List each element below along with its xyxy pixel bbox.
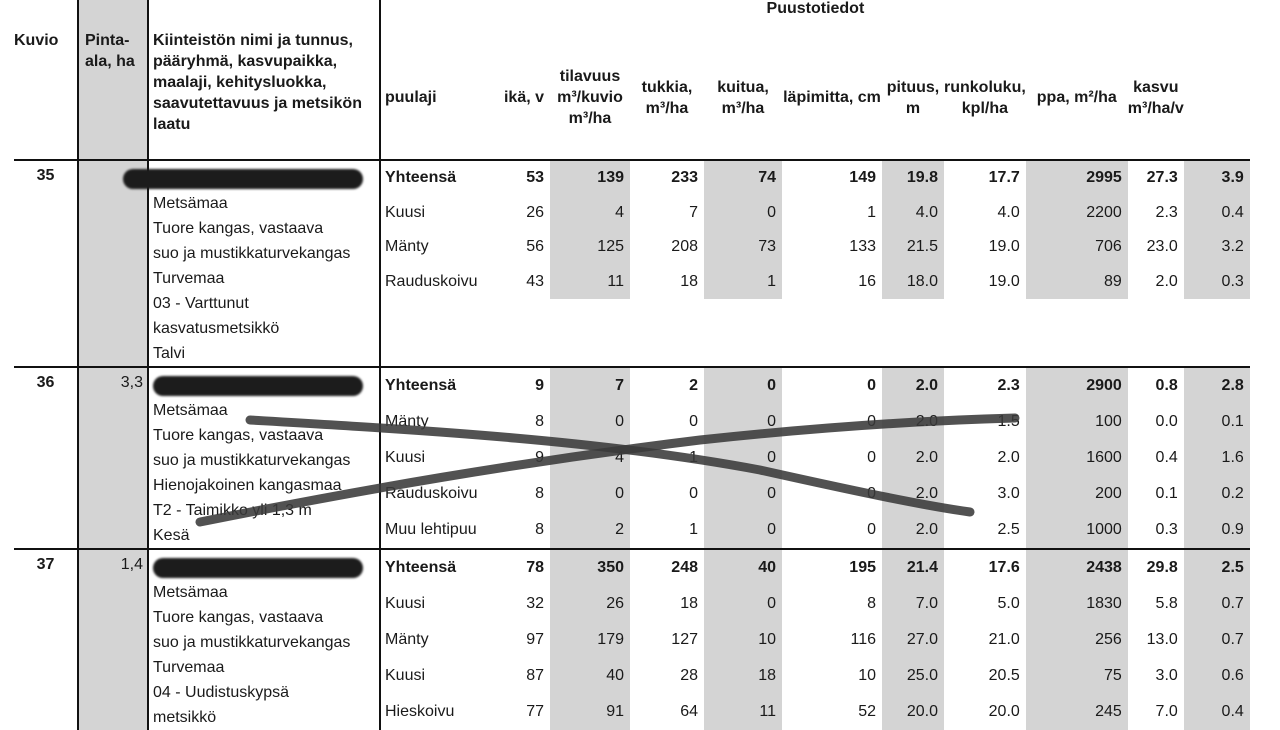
species-name: Yhteensä bbox=[385, 559, 457, 577]
header-kasvu: kasvu m³/ha/v bbox=[1127, 78, 1184, 117]
forest-data-table bbox=[14, 0, 1250, 730]
table-row: Mänty 97 179 127 10 116 27.0 21.0 256 13.0 0.7 bbox=[14, 622, 1250, 658]
table-row: Rauduskoivu 8 0 0 0 0 2.0 3.0 200 0.1 0.2 bbox=[14, 476, 1250, 512]
kuvio-description: Metsämaa Tuore kangas, vastaava suo ja mustikkaturvekangas Hienojakoinen kangasmaa T2 - Taimikko yli 1,3 m Kesä bbox=[148, 367, 380, 549]
pinta-ala-value: 1,4 bbox=[78, 549, 148, 730]
header-puulaji: puulaji bbox=[385, 89, 437, 106]
pinta-ala-value: 3,3 bbox=[78, 367, 148, 549]
kuvio-number: 36 bbox=[14, 367, 78, 549]
kuvio-group: 35 Metsämaa Tuore kangas, vastaava suo ja mustikkaturvekangas Turvemaa 03 - Varttunut kasvatusmetsikkö Talvi Yhteensä 53 139 233 74 149 19.8 17.7 2995 27.3 3.9 Kuusi 26 4 7 0 1 4.0 4.0 2200 2.3 0.4 Mänty 56 125 208 73 133 21.5 19.0 706 23.0 3.2 Rauduskoivu 43 11 18 1 16 18.0 19.0 89 2.0 0.3 bbox=[14, 160, 1250, 367]
header-group-title: Puustotiedot bbox=[766, 0, 865, 17]
kuvio-group: 37 1,4 Metsämaa Tuore kangas, vastaava suo ja mustikkaturvekangas Turvemaa 04 - Uudistuskypsä metsikkö Yhteensä 78 350 248 40 195 21.4 17.6 2438 29.8 2.5 Kuusi 32 26 18 0 8 7.0 5.0 1830 5.8 0.7 Mänty 97 179 127 10 116 27.0 21.0 256 13.0 0.7 Kuusi 87 40 28 18 10 25.0 20.5 75 3.0 0.6 Hieskoivu 77 91 64 11 52 20.0 20.0 245 7.0 0.4 bbox=[14, 549, 1250, 730]
table-row: Rauduskoivu 43 11 18 1 16 18.0 19.0 89 2.0 0.3 bbox=[14, 265, 1250, 300]
header-runkoluku: runkoluku, kpl/ha bbox=[944, 78, 1026, 117]
header-description: Kiinteistön nimi ja tunnus, pääryhmä, kasvupaikka, maalaji, kehitysluokka, saavutettavuus ja metsikön laatu bbox=[148, 0, 380, 160]
table-row: Kuusi 9 4 1 0 0 2.0 2.0 1600 0.4 1.6 bbox=[14, 440, 1250, 476]
kuvio-group: 36 3,3 Metsämaa Tuore kangas, vastaava suo ja mustikkaturvekangas Hienojakoinen kangasmaa T2 - Taimikko yli 1,3 m Kesä Yhteensä 9 7 2 0 0 2.0 2.3 2900 0.8 2.8 Mänty 8 0 0 0 0 2.0 1.5 100 0.0 0.1 Kuusi 9 4 1 0 0 2.0 2.0 1600 0.4 1.6 Rauduskoivu 8 0 0 0 0 2.0 3.0 200 0.1 0.2 Muu lehtipuu 8 2 1 0 0 2.0 2.5 1000 0.3 0.9 bbox=[14, 367, 1250, 549]
kuvio-description: Metsämaa Tuore kangas, vastaava suo ja mustikkaturvekangas Turvemaa 03 - Varttunut kasvatusmetsikkö Talvi bbox=[148, 160, 380, 367]
header-lapimitta: läpimitta, cm bbox=[783, 89, 881, 106]
header-ppa: ppa, m²/ha bbox=[1036, 89, 1117, 106]
table-row: Kuusi 32 26 18 0 8 7.0 5.0 1830 5.8 0.7 bbox=[14, 586, 1250, 622]
kuvio-number: 35 bbox=[14, 160, 78, 367]
header-pituus: pituus, m bbox=[886, 78, 940, 117]
header-kuitua: kuitua, m³/ha bbox=[717, 78, 769, 117]
species-name: Yhteensä bbox=[385, 169, 457, 187]
header-kuvio: Kuvio bbox=[14, 0, 78, 160]
kuvio-description: Metsämaa Tuore kangas, vastaava suo ja mustikkaturvekangas Turvemaa 04 - Uudistuskypsä metsikkö bbox=[148, 549, 380, 730]
redacted-property-name bbox=[153, 558, 363, 578]
kuvio-number: 37 bbox=[14, 549, 78, 730]
header-tukkia: tukkia, m³/ha bbox=[641, 78, 693, 117]
table-row: Kuusi 26 4 7 0 1 4.0 4.0 2200 2.3 0.4 bbox=[14, 196, 1250, 231]
redacted-property-name bbox=[153, 376, 363, 396]
pinta-ala-value bbox=[78, 160, 148, 367]
table-row: Mänty 56 125 208 73 133 21.5 19.0 706 23.0 3.2 bbox=[14, 230, 1250, 265]
table-row: Hieskoivu 77 91 64 11 52 20.0 20.0 245 7.0 0.4 bbox=[14, 694, 1250, 730]
redacted-property-name bbox=[123, 169, 363, 189]
table-row: Kuusi 87 40 28 18 10 25.0 20.5 75 3.0 0.6 bbox=[14, 658, 1250, 694]
header-ika: ikä, v bbox=[503, 89, 545, 106]
header-pinta-ala: Pinta-ala, ha bbox=[78, 0, 148, 160]
species-name: Yhteensä bbox=[385, 377, 457, 395]
table-header bbox=[14, 0, 1250, 160]
table-row: Mänty 8 0 0 0 0 2.0 1.5 100 0.0 0.1 bbox=[14, 404, 1250, 440]
header-tilavuus: tilavuus m³/kuvio m³/ha bbox=[557, 68, 623, 127]
table-row: Muu lehtipuu 8 2 1 0 0 2.0 2.5 1000 0.3 0.9 bbox=[14, 512, 1250, 549]
